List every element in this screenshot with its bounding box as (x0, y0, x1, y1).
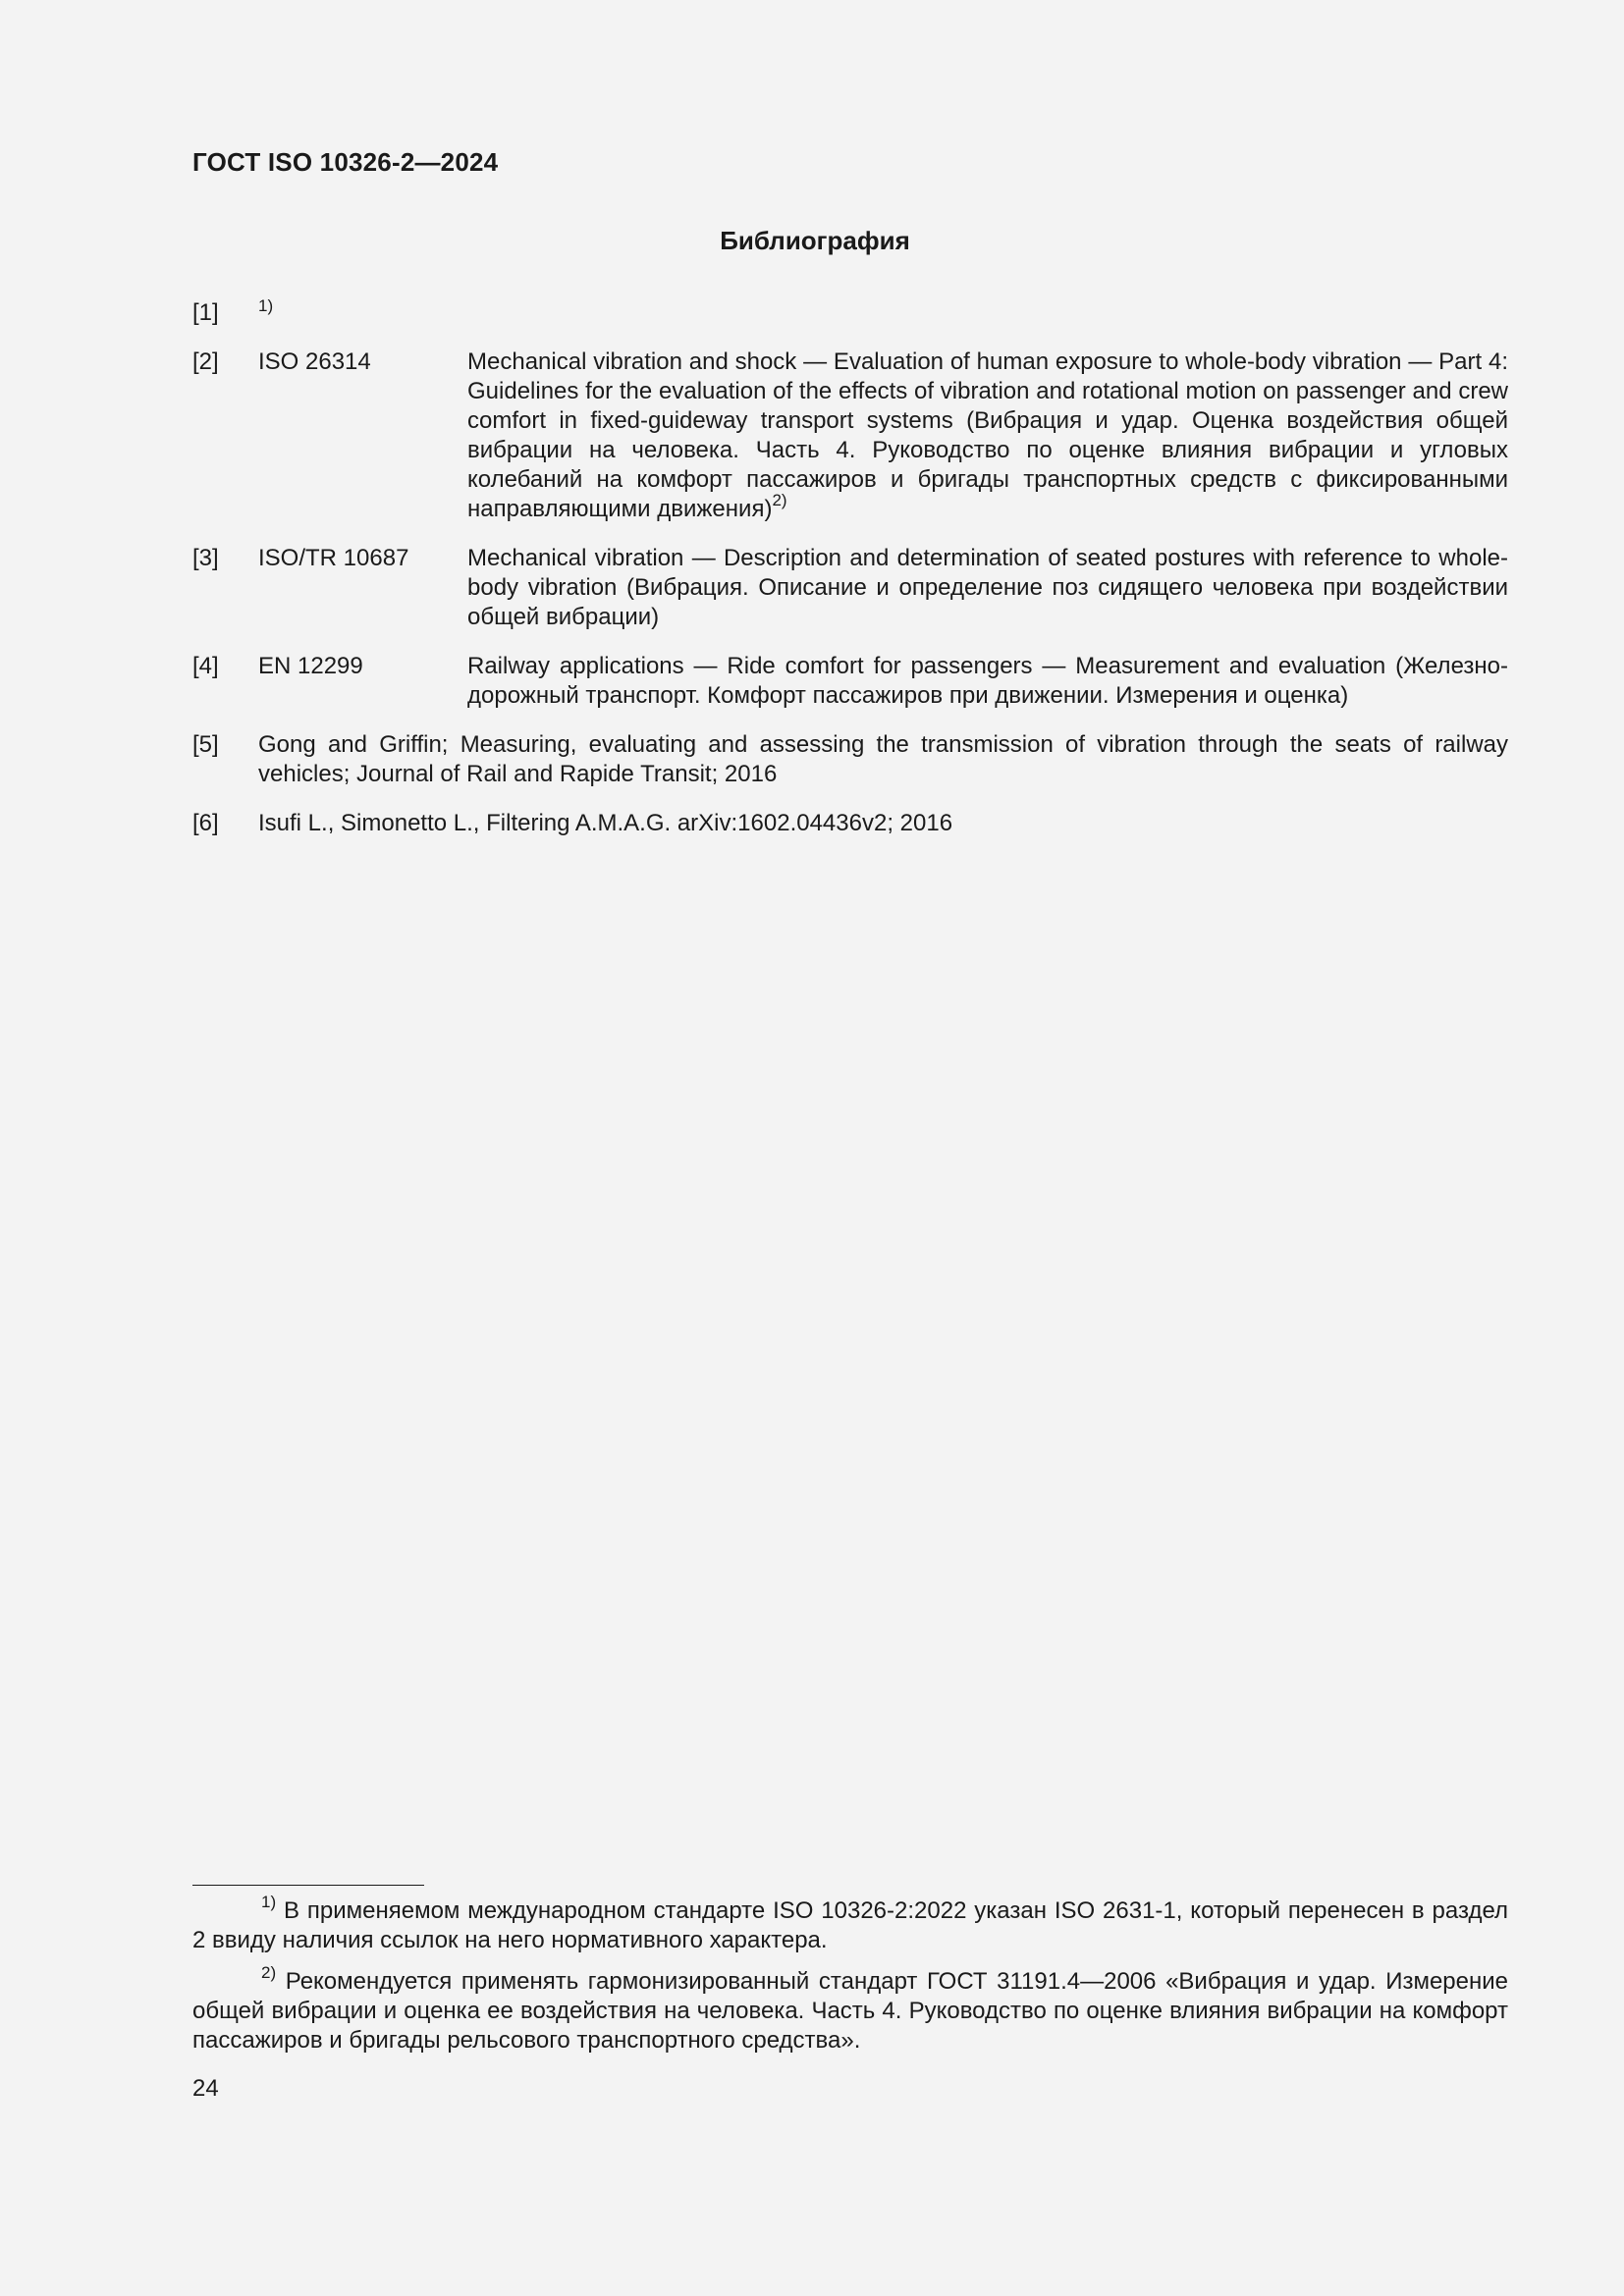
entry-text: Gong and Griffin; Measuring, evaluating and assessing the transmission of vibration through the seats of railway vehicles; Journal of Rail and Rapide Transit; 2016 (258, 731, 1508, 787)
bibliography-entry-5 (192, 730, 1508, 789)
entry-code: ISO 26314 (258, 348, 371, 375)
entry-code: ISO/TR 10687 (258, 545, 409, 571)
entry-number: [4] (192, 653, 219, 679)
footnote-2 (192, 1963, 1509, 2056)
entry-number: [6] (192, 810, 219, 836)
footnote-marker: 1) (261, 1893, 277, 1911)
footnote-ref-1[interactable]: 1) (258, 296, 274, 315)
footnote-1 (192, 1893, 1509, 1955)
bibliography-title: Библиография (720, 226, 910, 255)
footnotes (192, 1893, 1509, 2067)
footnote-text: Рекомендуется применять гармонизированный стандарт ГОСТ 31191.4—2006 «Вибрация и удар. Измерение общей вибрации и оценка ее воздействия на человека. Часть 4. Руководство по оценке влияния вибрации на комфорт пассажиров и бригады рельсового транспортного средства». (192, 1968, 1509, 2054)
entry-code (258, 298, 467, 328)
document-code-header: ГОСТ ISO 10326-2—2024 (192, 147, 499, 177)
entry-text: Mechanical vibration — Description and determination of seated postures with reference to whole-body vibration (Вибрация. Описание и определение поз сидящего человека при воздействии общей вибрации) (467, 545, 1508, 630)
bibliography-entry-6 (192, 809, 1508, 838)
footnote-marker: 2) (261, 1963, 277, 1982)
entry-number: [5] (192, 731, 219, 758)
bibliography-entry-3 (192, 544, 1508, 632)
entry-text: Mechanical vibration and shock — Evaluation of human exposure to whole-body vibration — Part 4: Guidelines for the evaluation of the effects of vibration and rotational motion on passenger and crew comfort in fixed-guideway transport systems (Вибрация и удар. Оценка воздействия общей вибрации на человека. Часть 4. Руководство по оценке влияния вибрации и угловых колебаний на комфорт пассажиров и бригады транспортных средств с фиксированными направляющими движения)$^{2)}$ (467, 348, 1508, 522)
page-number: 24 (192, 2075, 219, 2102)
entry-text: Isufi L., Simonetto L., Filtering A.M.A.G. arXiv:1602.04436v2; 2016 (258, 810, 953, 836)
entry-number: [1] (192, 299, 219, 326)
bibliography-entry-1 (192, 298, 1508, 328)
entry-number: [2] (192, 348, 219, 375)
bibliography-list (192, 298, 1508, 858)
footnote-text: В применяемом международном стандарте ISO 10326-2:2022 указан ISO 2631-1, который перенесен в раздел 2 ввиду наличия ссылок на него нормативного характера. (192, 1897, 1509, 1953)
bibliography-entry-2 (192, 347, 1508, 524)
footnote-ref-2[interactable]: 2) (772, 491, 787, 509)
entry-number: [3] (192, 545, 219, 571)
entry-text: Railway applications — Ride comfort for passengers — Measurement and evaluation (Железнодорожный транспорт. Комфорт пассажиров при движении. Измерения и оценка) (467, 653, 1508, 709)
entry-code: EN 12299 (258, 653, 363, 679)
bibliography-entry-4 (192, 652, 1508, 711)
footnote-separator (192, 1885, 424, 1886)
